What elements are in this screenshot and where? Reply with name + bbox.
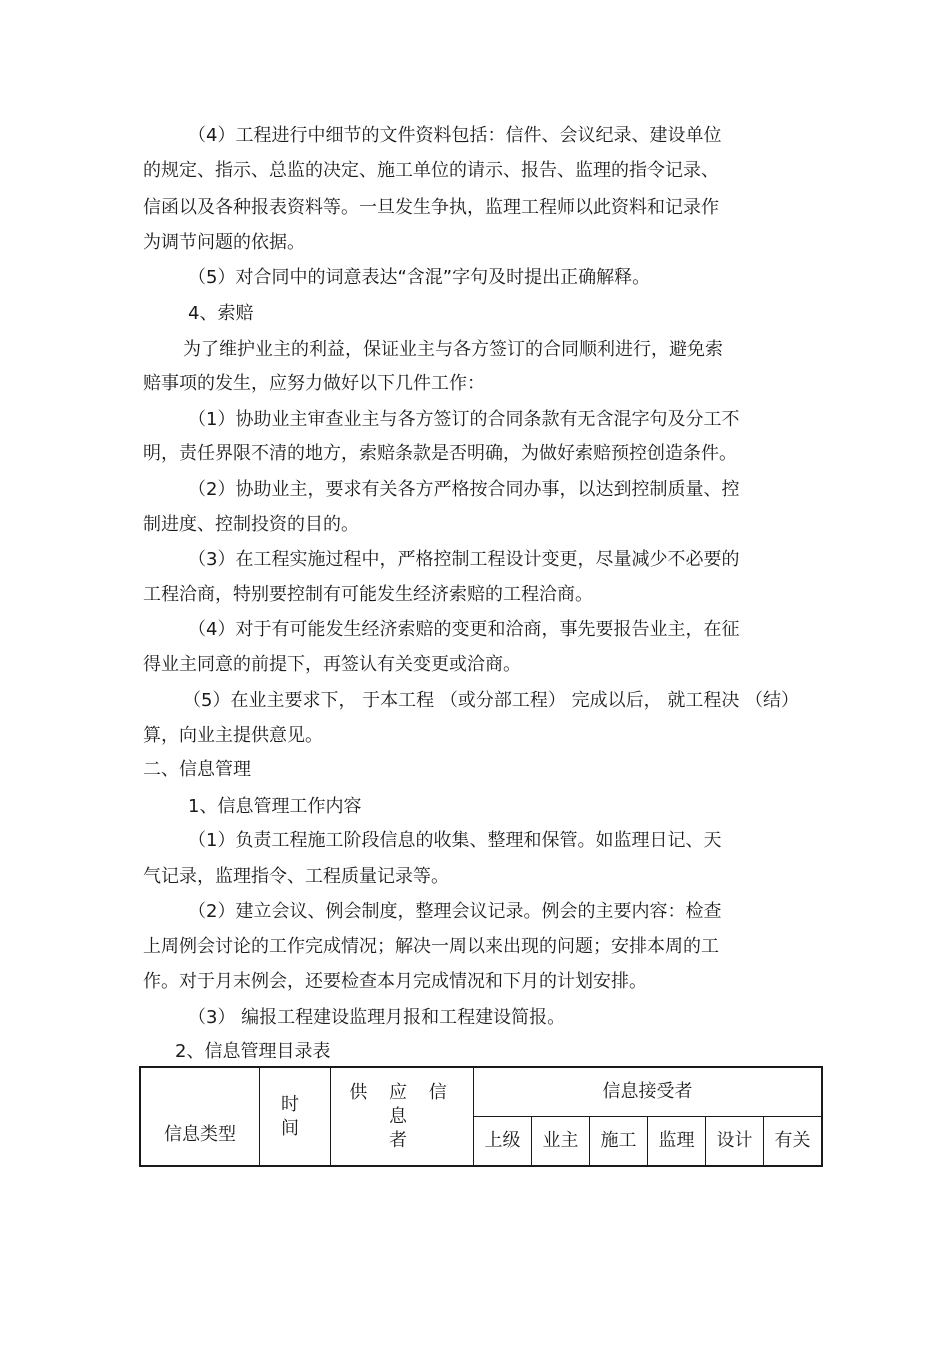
text-line: 赔事项的发生，应努力做好以下几件工作： — [143, 373, 485, 394]
text-line: （4）对于有可能发生经济索赔的变更和洽商，事先要报告业主，在征 — [188, 619, 740, 640]
header-receiver-supervision: 监理 — [648, 1117, 706, 1167]
text-line: 为了维护业主的利益，保证业主与各方签订的合同顺利进行，避免索 — [183, 339, 723, 360]
text-line: 明，责任界限不清的地方，索赔条款是否明确，为做好索赔预控创造条件。 — [143, 443, 737, 464]
header-receiver-related: 有关 — [764, 1117, 823, 1167]
text-line: （5）在业主要求下， 于本工程 （或分部工程） 完成以后， 就工程决 （结） — [183, 690, 800, 711]
header-receiver-construction: 施工 — [590, 1117, 648, 1167]
text-line: 制进度、控制投资的目的。 — [143, 514, 359, 535]
header-info-type: 信息类型 — [140, 1067, 260, 1166]
header-time: 时 间 — [260, 1067, 331, 1166]
header-receiver-owner: 业主 — [532, 1117, 590, 1167]
header-receivers: 信息接受者 — [474, 1067, 823, 1117]
heading-claims: 4、索赔 — [188, 303, 254, 324]
info-directory-table — [139, 1066, 823, 1167]
text-line: （2）建立会议、例会制度，整理会议记录。例会的主要内容：检查 — [188, 901, 722, 922]
text-line: （3） 编报工程建设监理月报和工程建设简报。 — [188, 1007, 566, 1028]
text-line: （3）在工程实施过程中，严格控制工程设计变更，尽量减少不必要的 — [188, 549, 740, 570]
text-line: （5）对合同中的词意表达“含混”字句及时提出正确解释。 — [188, 267, 651, 288]
text-line: 为调节问题的依据。 — [143, 232, 305, 253]
text-line: 气记录，监理指令、工程质量记录等。 — [143, 866, 449, 887]
text-line: 作。对于月末例会，还要检查本月完成情况和下月的计划安排。 — [143, 971, 647, 992]
text-line: 算，向业主提供意见。 — [143, 725, 323, 746]
heading-info-management: 二、信息管理 — [143, 759, 251, 780]
text-line: 上周例会讨论的工作完成情况；解决一周以来出现的问题；安排本周的工 — [143, 936, 719, 957]
text-line: 得业主同意的前提下，再签认有关变更或洽商。 — [143, 654, 521, 675]
header-receiver-superior: 上级 — [474, 1117, 532, 1167]
header-provider: 供 应 信 息 者 — [331, 1067, 474, 1166]
header-receiver-design: 设计 — [706, 1117, 764, 1167]
text-line: 信函以及各种报表资料等。一旦发生争执，监理工程师以此资料和记录作 — [143, 197, 719, 218]
heading-info-table: 2、信息管理目录表 — [175, 1041, 331, 1062]
text-line: 工程洽商，特别要控制有可能发生经济索赔的工程洽商。 — [143, 584, 593, 605]
text-line: （4）工程进行中细节的文件资料包括：信件、会议纪录、建设单位 — [188, 125, 722, 146]
text-line: 的规定、指示、总监的决定、施工单位的请示、报告、监理的指令记录、 — [143, 160, 719, 181]
text-line: （2）协助业主，要求有关各方严格按合同办事，以达到控制质量、控 — [188, 479, 740, 500]
heading-info-work: 1、信息管理工作内容 — [188, 796, 362, 817]
text-line: （1）负责工程施工阶段信息的收集、整理和保管。如监理日记、天 — [188, 830, 722, 851]
text-line: （1）协助业主审查业主与各方签订的合同条款有无含混字句及分工不 — [188, 409, 740, 430]
